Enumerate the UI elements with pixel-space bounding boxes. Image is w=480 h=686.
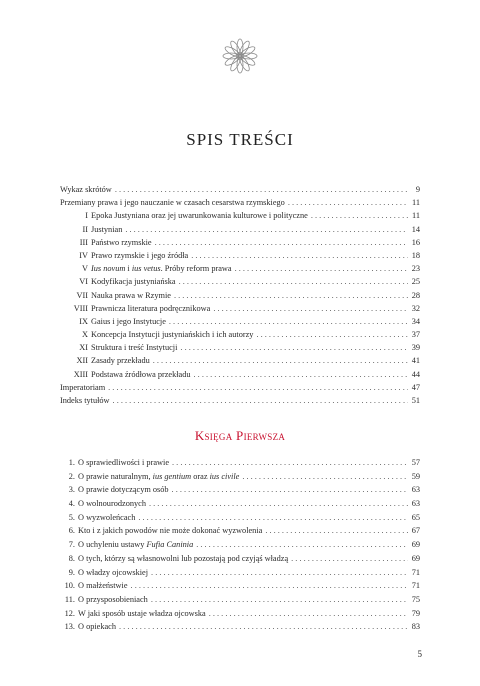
entry-title: Zasady przekładu	[91, 356, 150, 366]
entry-title: W jaki sposób ustaje władza ojcowska	[78, 608, 206, 618]
toc-entry[interactable]	[60, 302, 420, 315]
entry-page: 11	[412, 198, 420, 208]
entry-page: 51	[411, 396, 420, 405]
toc-entry[interactable]	[60, 209, 420, 222]
entry-number: 11.	[64, 594, 75, 604]
entry-number: I	[85, 211, 88, 221]
toc-entry[interactable]	[60, 394, 420, 407]
entry-title: Struktura i treść Instytucji	[91, 343, 178, 353]
entry-title: O prawie dotyczącym osób	[78, 485, 169, 495]
entry-page: 16	[411, 237, 420, 247]
entry-title: O wyzwoleńcach	[78, 512, 136, 522]
dot-leader	[242, 470, 408, 484]
dot-leader	[209, 607, 408, 621]
entry-number: 8.	[68, 553, 75, 563]
entry-title: Wykaz skrótów	[60, 185, 112, 194]
dot-leader	[288, 196, 408, 209]
toc-entry[interactable]	[60, 249, 420, 262]
dot-leader	[311, 209, 408, 222]
dot-leader	[291, 552, 408, 566]
entry-title: O wolnourodzonych	[78, 499, 146, 509]
toc-entry[interactable]	[60, 328, 420, 341]
toc-entry[interactable]	[60, 497, 420, 511]
entry-number: 12.	[64, 608, 75, 618]
entry-page: 37	[411, 330, 420, 340]
entry-title: Przemiany prawa i jego nauczanie w czasach cesarstwa rzymskiego	[60, 198, 285, 208]
entry-number: VII	[76, 290, 88, 300]
page-title: SPIS TREŚCI	[186, 130, 294, 149]
dot-leader	[149, 497, 408, 511]
entry-title: O uchyleniu ustawy Fufia Caninia	[78, 540, 194, 550]
entry-page: 71	[411, 567, 420, 577]
toc-entry[interactable]	[60, 579, 420, 593]
entry-page: 63	[411, 499, 420, 509]
entry-title: Państwo rzymskie	[91, 237, 152, 247]
entry-page: 39	[411, 343, 420, 353]
toc-entry[interactable]	[60, 620, 420, 634]
entry-title: Epoka Justyniana oraz jej uwarunkowania kulturowe i polityczne	[91, 211, 308, 221]
entry-title: Ius novum i ius vetus. Próby reform prawa	[91, 264, 232, 274]
dot-leader	[119, 620, 408, 634]
entry-title: O prawie naturalnym, ius gentium oraz ius civile	[78, 471, 240, 481]
entry-number: 10.	[64, 581, 75, 591]
entry-page: 32	[411, 303, 420, 313]
entry-title: O sprawiedliwości i prawie	[78, 458, 170, 467]
entry-page: 63	[411, 485, 420, 495]
dot-leader	[256, 328, 408, 341]
dot-leader	[174, 289, 408, 302]
entry-number: XII	[76, 356, 88, 366]
entry-page: 18	[411, 250, 420, 260]
entry-number: VIII	[73, 303, 88, 313]
entry-page: 69	[411, 540, 420, 550]
entry-page: 75	[411, 594, 420, 604]
entry-number: II	[82, 224, 88, 234]
dot-leader	[155, 236, 408, 249]
toc-entry[interactable]	[60, 289, 420, 302]
entry-number: 9.	[68, 567, 75, 577]
book-one-contents	[60, 456, 420, 634]
toc-entry[interactable]	[60, 315, 420, 328]
entry-page: 67	[411, 526, 420, 536]
toc-entry[interactable]	[60, 368, 420, 381]
toc-entry[interactable]	[60, 593, 420, 607]
table-of-contents	[60, 183, 420, 407]
entry-title: Imperatoriam	[60, 382, 106, 392]
entry-number: IV	[79, 250, 88, 260]
toc-entry[interactable]	[60, 341, 420, 354]
entry-title: O małżeństwie	[78, 581, 128, 591]
dot-leader	[172, 483, 408, 497]
entry-page: 47	[411, 382, 420, 392]
entry-title: Kto i z jakich powodów nie może dokonać wyzwolenia	[78, 526, 263, 536]
entry-page: 11	[412, 211, 420, 221]
entry-number: XI	[79, 343, 88, 353]
dot-leader	[191, 249, 408, 262]
entry-page: 9	[415, 185, 420, 194]
toc-entry[interactable]	[60, 275, 420, 288]
toc-entry[interactable]	[60, 524, 420, 538]
dot-leader	[180, 341, 408, 354]
entry-title: Gaius i jego Instytucje	[91, 316, 166, 326]
entry-title: Indeks tytułów	[60, 396, 110, 405]
entry-page: 65	[411, 512, 420, 522]
entry-title: O przysposobieniach	[78, 594, 148, 604]
toc-entry[interactable]	[60, 566, 420, 580]
dot-leader	[169, 315, 408, 328]
entry-number: 3.	[68, 485, 75, 495]
entry-title: Koncepcja Instytucji justyniańskich i ich autorzy	[91, 330, 254, 340]
toc-entry[interactable]	[60, 236, 420, 249]
entry-number: 2.	[68, 471, 75, 481]
dot-leader	[115, 183, 408, 196]
entry-title: O tych, którzy są własnowolni lub pozostają pod czyjąś władzą	[78, 553, 289, 563]
entry-page: 28	[411, 290, 420, 300]
section-title: Księga Pierwsza	[194, 428, 286, 443]
entry-page: 83	[411, 622, 420, 632]
toc-entry[interactable]	[60, 456, 420, 470]
entry-title: Prawo rzymskie i jego źródła	[91, 250, 189, 260]
entry-title: Kodyfikacja justyniańska	[91, 277, 176, 287]
toc-entry[interactable]	[60, 607, 420, 621]
entry-number: 1.	[68, 458, 75, 467]
toc-entry[interactable]	[60, 470, 420, 484]
entry-page: 23	[411, 264, 420, 274]
toc-entry[interactable]	[60, 223, 420, 236]
dot-leader	[125, 223, 408, 236]
dot-leader	[172, 456, 408, 470]
toc-entry[interactable]	[60, 381, 420, 394]
entry-page: 57	[411, 458, 420, 467]
dot-leader	[179, 275, 408, 288]
entry-number: 7.	[68, 540, 75, 550]
entry-page: 44	[411, 369, 420, 379]
entry-title: Podstawa źródłowa przekładu	[91, 369, 191, 379]
entry-page: 34	[411, 316, 420, 326]
entry-number: 5.	[68, 512, 75, 522]
dot-leader	[108, 381, 408, 394]
entry-number: 6.	[68, 526, 75, 536]
entry-number: V	[82, 264, 88, 274]
dot-leader	[138, 511, 408, 525]
entry-page: 59	[411, 471, 420, 481]
dot-leader	[131, 579, 408, 593]
entry-number: 13.	[64, 622, 75, 632]
dot-leader	[194, 368, 408, 381]
dot-leader	[113, 394, 408, 407]
dot-leader	[151, 566, 408, 580]
toc-entry[interactable]	[60, 196, 420, 209]
entry-page: 69	[411, 553, 420, 563]
entry-number: VI	[79, 277, 88, 287]
toc-entry[interactable]	[60, 483, 420, 497]
toc-entry[interactable]	[60, 183, 420, 196]
entry-page: 25	[411, 277, 420, 287]
toc-entry[interactable]	[60, 354, 420, 367]
toc-entry[interactable]	[60, 552, 420, 566]
entry-title: O władzy ojcowskiej	[78, 567, 149, 577]
entry-number: III	[79, 237, 88, 247]
toc-entry[interactable]	[60, 262, 420, 275]
entry-page: 79	[411, 608, 420, 618]
dot-leader	[265, 524, 408, 538]
dot-leader	[196, 538, 408, 552]
page-number: 5	[417, 649, 422, 659]
entry-number: IX	[79, 316, 88, 326]
entry-title: Nauka prawa w Rzymie	[91, 290, 171, 300]
entry-page: 71	[411, 581, 420, 591]
entry-page: 14	[411, 224, 420, 234]
toc-entry[interactable]	[60, 538, 420, 552]
entry-number: XIII	[73, 369, 88, 379]
floral-ornament-icon	[222, 38, 258, 74]
entry-title: O opiekach	[78, 622, 117, 632]
entry-number: X	[82, 330, 88, 340]
dot-leader	[235, 262, 408, 275]
toc-entry[interactable]	[60, 511, 420, 525]
entry-number: 4.	[68, 499, 75, 509]
entry-title: Justynian	[91, 224, 123, 234]
dot-leader	[213, 302, 408, 315]
entry-page: 41	[411, 356, 420, 366]
dot-leader	[153, 354, 408, 367]
dot-leader	[151, 593, 408, 607]
entry-title: Prawnicza literatura podręcznikowa	[91, 303, 211, 313]
